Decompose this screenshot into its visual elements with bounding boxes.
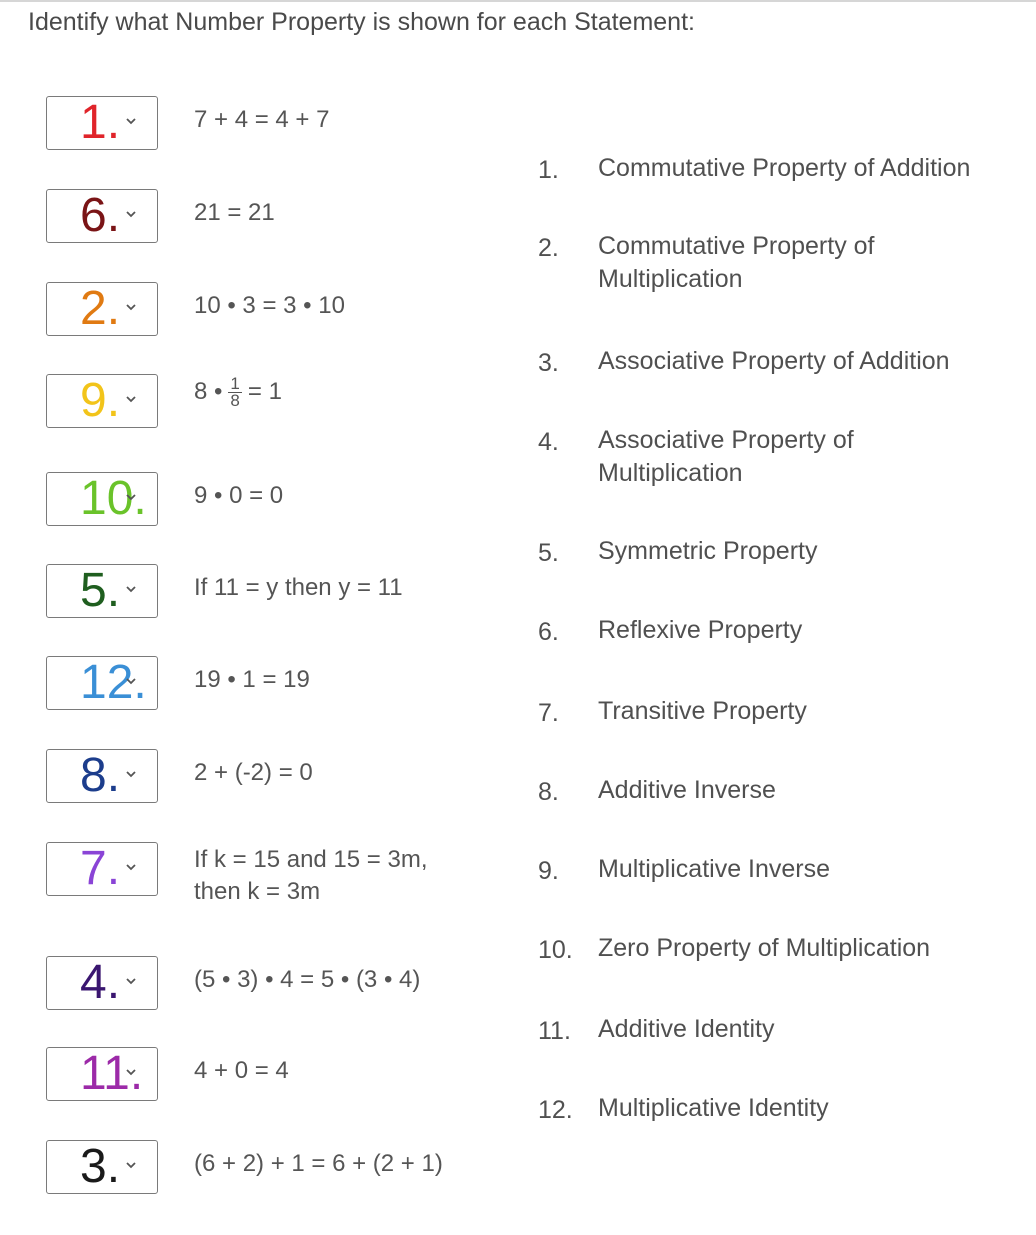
property-number: 6. <box>538 618 559 646</box>
property-label: Additive Inverse <box>598 776 776 804</box>
chevron-down-icon <box>126 585 134 593</box>
property-label: Commutative Property of Multiplication <box>598 232 875 293</box>
answer-dropdown[interactable] <box>46 189 158 243</box>
property-number: 4. <box>538 428 559 456</box>
statement-row <box>46 189 526 245</box>
statement-text: 21 = 21 <box>194 199 275 226</box>
statement-text: 2 + (-2) = 0 <box>194 759 313 786</box>
property-number: 5. <box>538 539 559 567</box>
statement-text <box>194 844 427 908</box>
chevron-down-icon <box>126 117 134 125</box>
statement-line: then k = 3m <box>194 878 321 905</box>
answer-value: 4. <box>80 956 121 1009</box>
property-label: Reflexive Property <box>598 616 803 644</box>
property-label: Commutative Property of Addition <box>598 154 971 182</box>
chevron-down-icon <box>126 863 134 871</box>
fraction-numerator: 1 <box>230 374 240 393</box>
property-number: 2. <box>538 234 559 262</box>
statement-text: 7 + 4 = 4 + 7 <box>194 106 330 133</box>
answer-value: 5. <box>80 564 121 617</box>
property-label: Associative Property of Multiplication <box>598 426 854 487</box>
statement-row <box>46 96 526 152</box>
chevron-down-icon <box>126 493 134 501</box>
statement-row <box>46 656 526 712</box>
instruction-heading: Identify what Number Property is shown for each Statement: <box>28 8 695 36</box>
answer-dropdown[interactable] <box>46 749 158 803</box>
statement-row <box>46 842 526 912</box>
answer-value: 11. <box>80 1047 144 1100</box>
answer-dropdown[interactable] <box>46 842 158 896</box>
statement-text: (5 • 3) • 4 = 5 • (3 • 4) <box>194 966 421 993</box>
chevron-down-icon <box>126 770 134 778</box>
statement-part: 8 • <box>194 377 223 405</box>
answer-dropdown[interactable] <box>46 1140 158 1194</box>
answer-dropdown[interactable] <box>46 1047 158 1101</box>
answer-value: 10. <box>80 472 147 525</box>
answer-dropdown[interactable] <box>46 282 158 336</box>
property-number: 3. <box>538 349 559 377</box>
property-number: 8. <box>538 778 559 806</box>
chevron-down-icon <box>126 210 134 218</box>
statement-text: 9 • 0 = 0 <box>194 482 284 509</box>
statement-row <box>46 472 526 528</box>
property-label: Additive Identity <box>598 1015 775 1043</box>
property-label: Associative Property of Addition <box>598 347 950 375</box>
property-label: Multiplicative Inverse <box>598 855 831 883</box>
statement-text: If 11 = y then y = 11 <box>194 574 403 601</box>
property-number: 9. <box>538 857 559 885</box>
answer-value: 9. <box>80 374 121 427</box>
property-label: Symmetric Property <box>598 537 818 565</box>
statement-row <box>46 956 526 1012</box>
statement-text <box>194 376 282 409</box>
statement-row <box>46 1140 526 1196</box>
property-label: Multiplicative Identity <box>598 1094 829 1122</box>
statement-row <box>46 749 526 805</box>
fraction-denominator: 8 <box>230 391 240 410</box>
statement-text: 4 + 0 = 4 <box>194 1057 289 1084</box>
answer-dropdown[interactable] <box>46 472 158 526</box>
answer-value: 3. <box>80 1140 121 1193</box>
statement-row <box>46 374 526 430</box>
statement-row <box>46 282 526 338</box>
answer-dropdown[interactable] <box>46 656 158 710</box>
answer-dropdown[interactable] <box>46 956 158 1010</box>
chevron-down-icon <box>126 1068 134 1076</box>
property-number: 1. <box>538 156 559 184</box>
statement-line: If k = 15 and 15 = 3m, <box>194 846 428 873</box>
statement-text: 19 • 1 = 19 <box>194 666 310 693</box>
answer-dropdown[interactable] <box>46 374 158 428</box>
property-label: Transitive Property <box>598 697 807 725</box>
statement-row <box>46 1047 526 1103</box>
answer-value: 1. <box>80 96 121 149</box>
chevron-down-icon <box>126 677 134 685</box>
answer-value: 12. <box>80 656 147 709</box>
answer-value: 6. <box>80 189 121 242</box>
property-label: Zero Property of Multiplication <box>598 934 931 962</box>
chevron-down-icon <box>126 977 134 985</box>
property-number: 11. <box>538 1017 571 1045</box>
property-number: 7. <box>538 699 559 727</box>
property-number: 12. <box>538 1096 573 1124</box>
answer-value: 7. <box>80 842 121 895</box>
answer-value: 2. <box>80 282 121 335</box>
top-divider <box>0 0 1036 2</box>
chevron-down-icon <box>126 303 134 311</box>
chevron-down-icon <box>126 395 134 403</box>
chevron-down-icon <box>126 1161 134 1169</box>
answer-dropdown[interactable] <box>46 564 158 618</box>
statement-part: = 1 <box>247 377 282 405</box>
property-number: 10. <box>538 936 573 964</box>
statement-text: (6 + 2) + 1 = 6 + (2 + 1) <box>194 1150 443 1177</box>
fraction <box>228 376 241 409</box>
statement-text: 10 • 3 = 3 • 10 <box>194 292 345 319</box>
answer-dropdown[interactable] <box>46 96 158 150</box>
answer-value: 8. <box>80 749 121 802</box>
statement-row <box>46 564 526 620</box>
